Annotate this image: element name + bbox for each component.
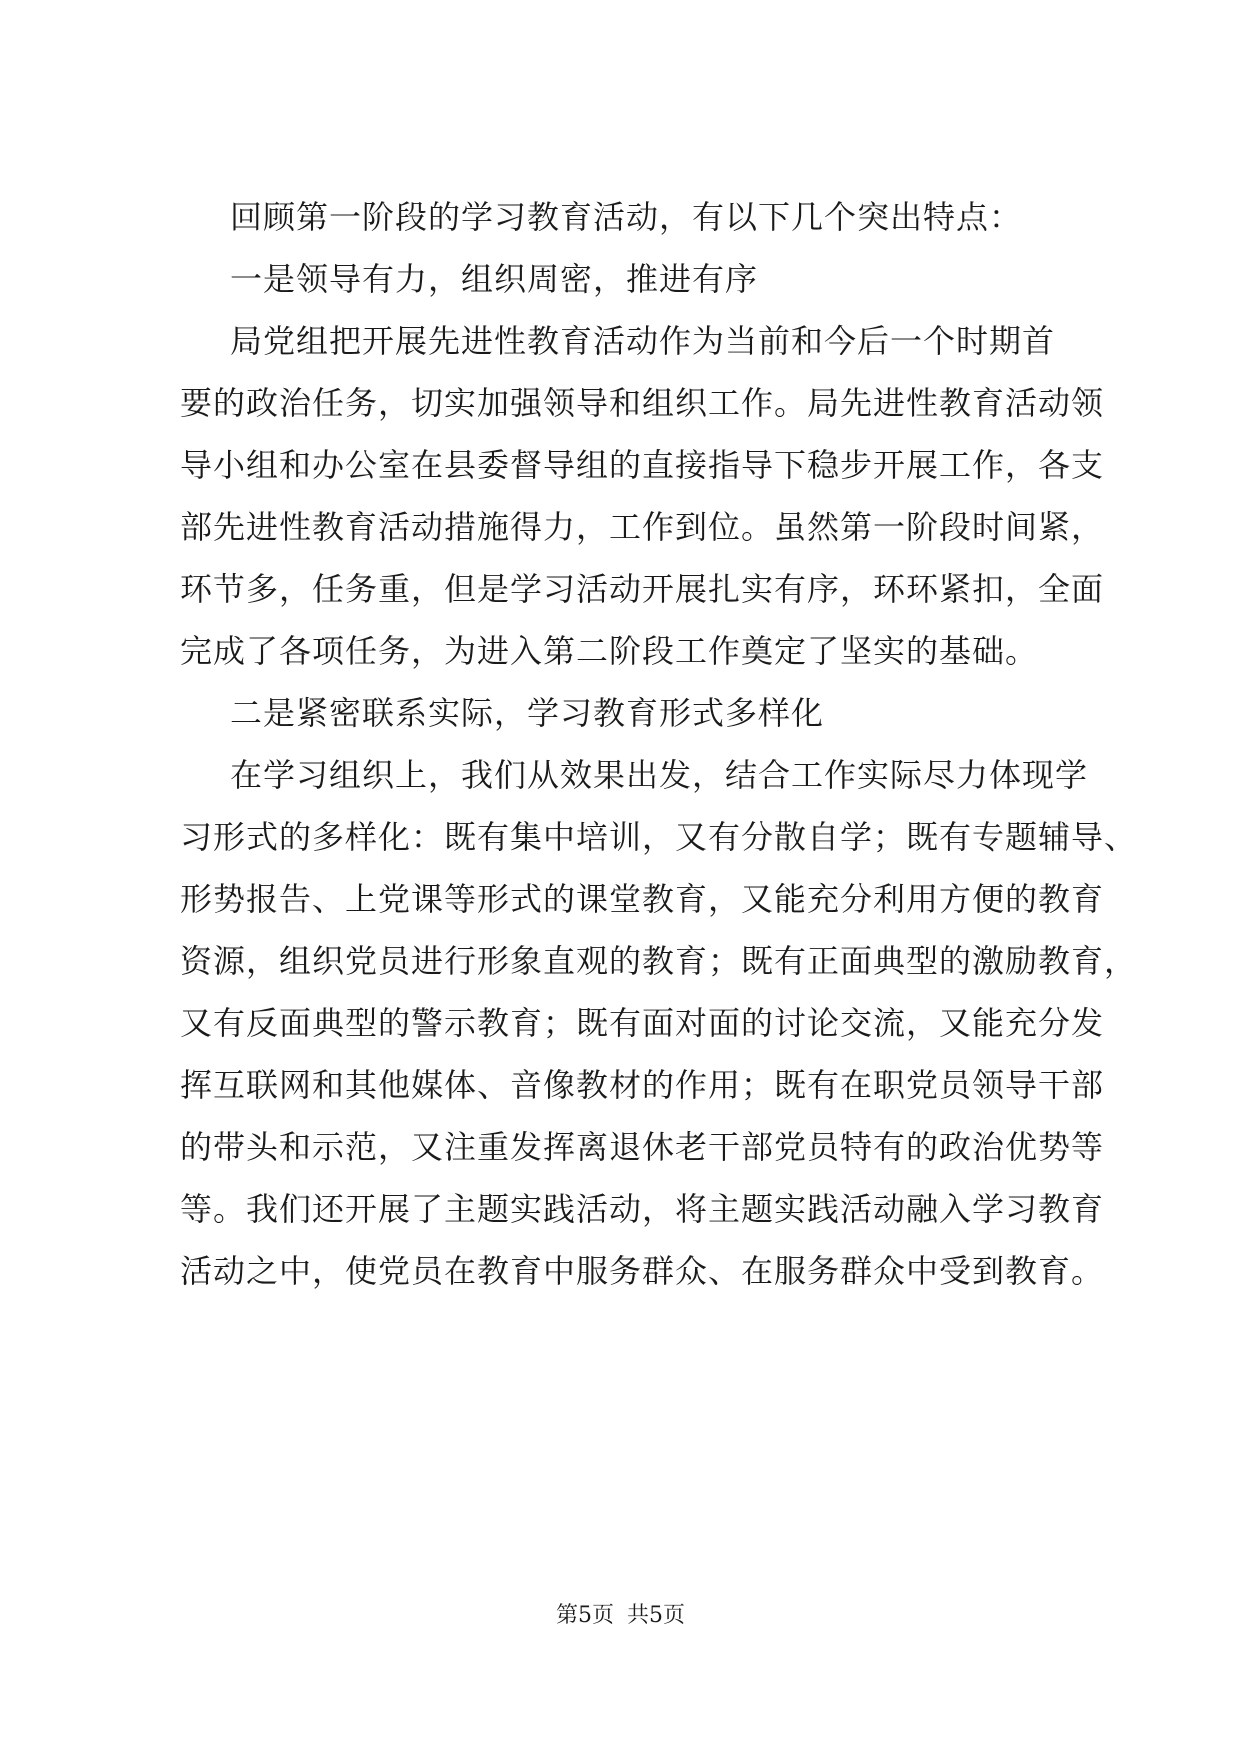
text-line: 习形式的多样化：既有集中培训，又有分散自学；既有专题辅导、 [180,818,1138,856]
text-line: 回顾第一阶段的学习教育活动，有以下几个突出特点： [230,198,1023,236]
text-line: 活动之中，使党员在教育中服务群众、在服务群众中受到教育。 [180,1252,1105,1290]
text-line: 环节多，任务重，但是学习活动开展扎实有序，环环紧扣，全面 [180,570,1105,608]
text-line: 又有反面典型的警示教育；既有面对面的讨论交流，又能充分发 [180,1004,1105,1042]
text-line: 要的政治任务，切实加强领导和组织工作。局先进性教育活动领 [180,384,1105,422]
text-line: 挥互联网和其他媒体、音像教材的作用；既有在职党员领导干部 [180,1066,1105,1104]
text-line: 一是领导有力，组织周密，推进有序 [230,260,759,298]
text-line: 形势报告、上党课等形式的课堂教育，又能充分利用方便的教育 [180,880,1105,918]
text-line: 二是紧密联系实际，学习教育形式多样化 [230,694,825,732]
text-line: 资源，组织党员进行形象直观的教育；既有正面典型的激励教育， [180,942,1138,980]
text-line: 等。我们还开展了主题实践活动，将主题实践活动融入学习教育 [180,1190,1105,1228]
text-line: 部先进性教育活动措施得力，工作到位。虽然第一阶段时间紧， [180,508,1105,546]
text-line: 导小组和办公室在县委督导组的直接指导下稳步开展工作，各支 [180,446,1105,484]
page-footer: 第5页 共5页 [556,1603,685,1628]
text-line: 完成了各项任务，为进入第二阶段工作奠定了坚实的基础。 [180,632,1039,670]
document-body [180,186,1138,1302]
text-line: 局党组把开展先进性教育活动作为当前和今后一个时期首 [230,322,1056,360]
text-line: 的带头和示范，又注重发挥离退休老干部党员特有的政治优势等 [180,1128,1105,1166]
text-line: 在学习组织上，我们从效果出发，结合工作实际尽力体现学 [230,756,1089,794]
